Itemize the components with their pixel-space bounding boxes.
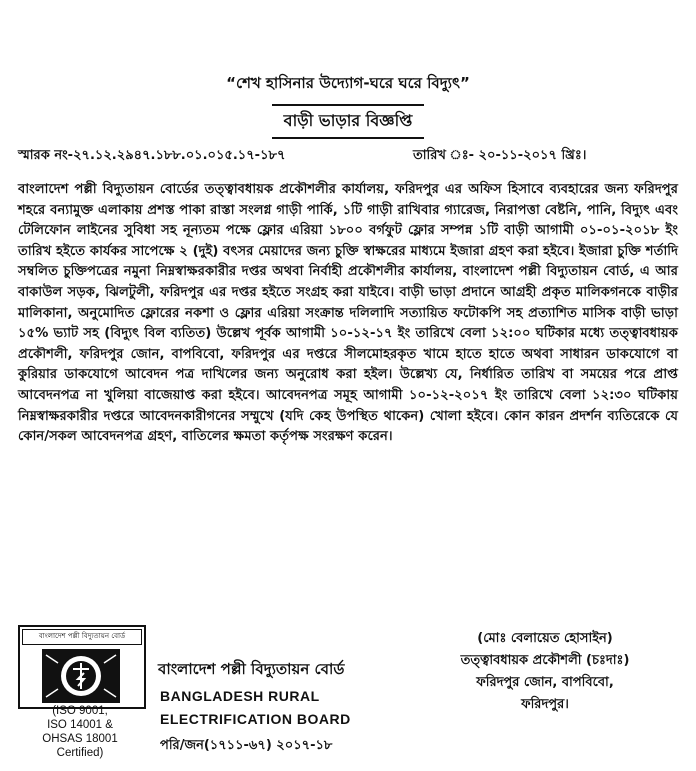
certification-line: Certified) — [56, 747, 104, 759]
certification-line: ISO 14001 & — [47, 719, 113, 731]
logo-caption: বাংলাদেশ পল্লী বিদ্যুতায়ন বোর্ড — [22, 629, 142, 645]
notice-body: বাংলাদেশ পল্লী বিদ্যুতায়ন বোর্ডের তত্ত্বাবধায়ক প্রকৌশলীর কার্যালয়, ফরিদপুর এর অফিস হিসাবে ব্যবহারের জন্য ফরিদপুর শহরে বন্যামুক্ত এলাকায় প্রশস্ত পাকা রাস্তা সংলগ্ন গাড়ী পার্কি, ১টি গাড়ী রাখিবার গ্যারেজ, নিরাপত্তা বেষ্টনি, পানি, বিদ্যুৎ এবং টেলিফোন লাইনের সুবিধা সহ নূন্যতম পক্ষে ফ্লোর এরিয়া ১৮০০ বর্গফুট ফ্লোর সম্পন্ন ১টি বাড়ী আগামী ০১-০১-২০১৮ ইং তারিখ হইতে কার্যকর সাপেক্ষে ২ (দুই) বৎসর মেয়াদের জন্য চুক্তি স্বাক্ষরের মাধ্যমে ইজারা গ্রহণ করা হইবে। ইজারা চুক্তি শর্তাদি সম্বলিত চুক্তিপত্রের নমুনা নিম্নস্বাক্ষরকারীর দপ্তর অথবা নির্বাহী প্রকৌশলীর কার্যালয়, বাংলাদেশ পল্লী বিদ্যুতায়ন বোর্ড, এ আর বাকাউল সড়ক, ঝিলটুলী, ফরিদপুর এর দপ্তর হইতে সংগ্রহ করা যাইবে। বাড়ী ভাড়া প্রদানে আগ্রহী প্রকৃত মালিকগনকে বাড়ীর মালিকানা, অনুমোদিত ফ্লোরের নকশা ও ফ্লোর এরিয়া সংক্রান্ত দলিলাদি সত্যায়িত ফটোকপি সহ প্রত্যাশিত মাসিক বাড়ী ভাড়া ১৫% ভ্যাট সহ (বিদ্যুৎ বিল ব্যতিত) উল্লেখ পূর্বক আগামী ১০-১২-১৭ ইং তারিখে বেলা ১২:০০ ঘটিকার মধ্যে তত্ত্বাবধায়ক প্রকৌশলী, ফরিদপুর জোন, বাপবিবো, ফরিদপুর এর দপ্তরে সীলমোহরকৃত খামে হাতে হাতে অথবা সাধারন ডাকযোগে বা কুরিয়ার ডাকযোগে আবেদন পত্র দাখিলের জন্য অনুরোধ করা হইল। উল্লেখ্য যে, নির্ধারিত তারিখ বা সময়ের পরে প্রাপ্ত আবেদনপত্র না খুলিয়া বাজেয়াপ্ত করা হইবে। আবেদনপত্র সমূহ আগামী ১০-১২-২০১৭ ইং তারিখে বেলা ১২:৩০ ঘটিকায় নিম্নস্বাক্ষরকারীর দপ্তরে আবেদনকারীগনের সম্মুখে (যদি কেহ উপস্থিত থাকেন) খোলা হইবে। কোন কারন প্রদর্শন ব্যতিরেকে যে কোন/সকল আবেদনপত্র গ্রহণ, বাতিলের ক্ষমতা কর্তৃপক্ষ সংরক্ষণ করেন। — [18, 182, 678, 445]
notice-date: তারিখ ঃ- ২০-১১-২০১৭ খ্রিঃ। — [413, 148, 587, 163]
certification-text — [18, 704, 142, 760]
rural-electrification-logo-icon — [42, 649, 120, 703]
memo-number: স্মারক নং-২৭.১২.২৯৪৭.১৮৮.০১.০১৫.১৭-১৮৭ — [18, 148, 286, 163]
reference-line — [18, 146, 678, 167]
organization-name-bangla: বাংলাদেশ পল্লী বিদ্যুতায়ন বোর্ড — [158, 660, 345, 678]
signatory-office: ফরিদপুর জোন, বাপবিবো, — [476, 675, 614, 690]
signatory-name: (মোঃ বেলায়েত হোসাইন) — [477, 631, 613, 646]
organization-name-english-line1: BANGLADESH RURAL — [160, 688, 320, 704]
publication-memo: পরি/জন(১৭১১-৬৭) ২০১৭-১৮ — [160, 738, 333, 753]
signatory-city: ফরিদপুর। — [521, 697, 569, 712]
notice-title-wrapper — [0, 104, 696, 139]
logo-box — [18, 625, 146, 709]
signature-block — [420, 628, 670, 716]
signatory-designation: তত্ত্বাবধায়ক প্রকৌশলী (চঃদাঃ) — [460, 653, 630, 668]
notice-title: বাড়ী ভাড়ার বিজ্ঞপ্তি — [272, 104, 425, 139]
organization-name-english-line2: ELECTRIFICATION BOARD — [160, 711, 351, 727]
slogan: “শেখ হাসিনার উদ্যোগ-ঘরে ঘরে বিদ্যুৎ” — [226, 74, 470, 92]
certification-line: OHSAS 18001 — [42, 733, 118, 745]
certification-line: (ISO 9001, — [52, 705, 108, 717]
